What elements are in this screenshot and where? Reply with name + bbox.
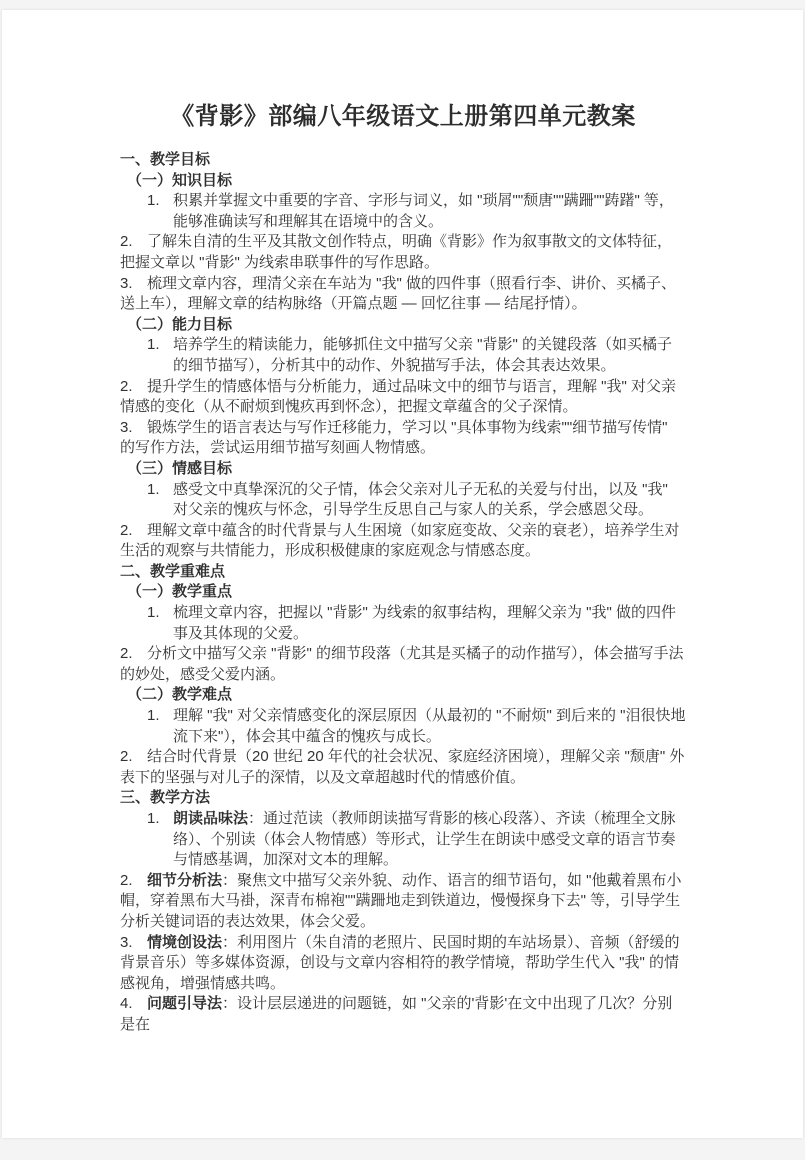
list-number: 1. (147, 336, 160, 354)
list-number: 1. (147, 604, 160, 622)
list-item (120, 809, 686, 871)
list-number: 3. (120, 418, 133, 436)
document-page (2, 10, 803, 1138)
item-text: ：设计层层递进的问题链，如 "父亲的'背影'在文中出现了几次？分别是在 (120, 995, 673, 1033)
item-text: 培养学生的精读能力，能够抓住文中描写父亲 "背影" 的关键段落（如买橘子的细节描写），分析其中的动作、外貌描写手法，体会其表达效果。 (173, 336, 672, 374)
list-item (120, 232, 686, 273)
list-item (120, 377, 686, 418)
subsection-heading: （一）教学重点 (127, 583, 233, 601)
list-number: 2. (120, 748, 133, 766)
item-text: 梳理文章内容，把握以 "背影" 为线索的叙事结构，理解父亲为 "我" 做的四件事及其体现的父爱。 (173, 604, 676, 642)
subsection-heading: （一）知识目标 (127, 171, 233, 189)
item-text: 提升学生的情感体悟与分析能力，通过品味文中的细节与语言，理解 "我" 对父亲情感的变化（从不耐烦到愧疚再到怀念），把握文章蕴含的父子深情。 (120, 377, 676, 416)
section-heading: 三、教学方法 (120, 789, 211, 807)
list-number: 2. (120, 521, 133, 539)
subsection-heading: （三）情感目标 (127, 459, 233, 477)
item-text: 感受文中真挚深沉的父子情，体会父亲对儿子无私的关爱与付出，以及 "我" 对父亲的愧疚与怀念，引导学生反思自己与家人的关系，学会感恩父母。 (173, 480, 668, 519)
list-number: 3. (120, 274, 133, 292)
list-item (120, 871, 686, 933)
item-text: 理解文章中蕴含的时代背景与人生困境（如家庭变故、父亲的衰老），培养学生对生活的观察与共情能力，形成积极健康的家庭观念与情感态度。 (120, 521, 680, 560)
item-text: ：聚焦文中描写父亲外貌、动作、语言的细节语句，如 "他戴着黑布小帽，穿着黑布大马褂，深青布棉袍""蹒跚地走到铁道边，慢慢探身下去" 等，引导学生分析关键词语的表达效果，体会父爱。 (120, 871, 682, 930)
list-number: 1. (147, 707, 160, 725)
document-title: 《背影》部编八年级语文上册第四单元教案 (170, 103, 636, 130)
list-item (120, 644, 686, 685)
list-item (120, 521, 686, 562)
list-item (120, 603, 686, 644)
method-name: 朗读品味法 (173, 810, 249, 827)
subsection-heading: （二）教学难点 (127, 686, 233, 704)
list-number: 1. (147, 810, 160, 827)
list-item (120, 933, 686, 995)
list-number: 2. (120, 233, 133, 251)
method-name: 情境创设法 (147, 933, 223, 951)
list-number: 3. (120, 933, 133, 951)
subsection-heading: （二）能力目标 (127, 315, 233, 333)
list-item (120, 994, 686, 1035)
list-item (120, 480, 686, 521)
method-name: 细节分析法 (147, 871, 223, 889)
list-number: 1. (147, 480, 160, 498)
item-text: 分析文中描写父亲 "背影" 的细节段落（尤其是买橘子的动作描写），体会描写手法的妙处，感受父爱内涵。 (120, 645, 684, 683)
list-number: 4. (120, 995, 133, 1013)
item-text: 理解 "我" 对父亲情感变化的深层原因（从最初的 "不耐烦" 到后来的 "泪很快地流下来"），体会其中蕴含的愧疚与成长。 (173, 707, 686, 745)
list-item (120, 191, 686, 232)
list-number: 2. (120, 377, 133, 395)
list-item (120, 747, 686, 788)
list-item (120, 274, 686, 315)
list-item (120, 706, 686, 747)
item-text: 梳理文章内容，理清父亲在车站为 "我" 做的四件事（照看行李、讲价、买橘子、送上车），理解文章的结构脉络（开篇点题 — 回忆往事 — 结尾抒情）。 (120, 274, 676, 313)
item-text: ：通过范读（教师朗读描写背影的核心段落）、齐读（梳理全文脉络）、个别读（体会人物情感）等形式，让学生在朗读中感受文章的语言节奏与情感基调，加深对文本的理解。 (173, 810, 676, 869)
method-name: 问题引导法 (147, 995, 223, 1013)
item-text (173, 809, 686, 871)
item-text: ：利用图片（朱自清的老照片、民国时期的车站场景）、音频（舒缓的背景音乐）等多媒体资源，创设与文章内容相符的教学情境，帮助学生代入 "我" 的情感视角，增强情感共鸣。 (120, 933, 680, 992)
item-text: 结合时代背景（20 世纪 20 年代的社会状况、家庭经济困境），理解父亲 "颓唐" 外表下的坚强与对儿子的深情，以及文章超越时代的情感价值。 (120, 748, 685, 786)
list-number: 2. (120, 645, 133, 663)
item-text: 了解朱自清的生平及其散文创作特点，明确《背影》作为叙事散文的文体特征，把握文章以 "背影" 为线索串联事件的写作思路。 (120, 233, 673, 271)
item-text: 积累并掌握文中重要的字音、字形与词义，如 "琐屑""颓唐""蹒跚""踌躇" 等，能够准确读写和理解其在语境中的含义。 (173, 192, 674, 230)
list-item (120, 418, 686, 459)
section-heading: 二、教学重难点 (120, 562, 226, 580)
list-number: 1. (147, 192, 160, 210)
item-text: 锻炼学生的语言表达与写作迁移能力，学习以 "具体事物为线索""细节描写传情" 的写作方法，尝试运用细节描写刻画人物情感。 (120, 418, 668, 457)
list-item (120, 335, 686, 376)
section-heading: 一、教学目标 (120, 151, 211, 168)
list-number: 2. (120, 871, 133, 889)
